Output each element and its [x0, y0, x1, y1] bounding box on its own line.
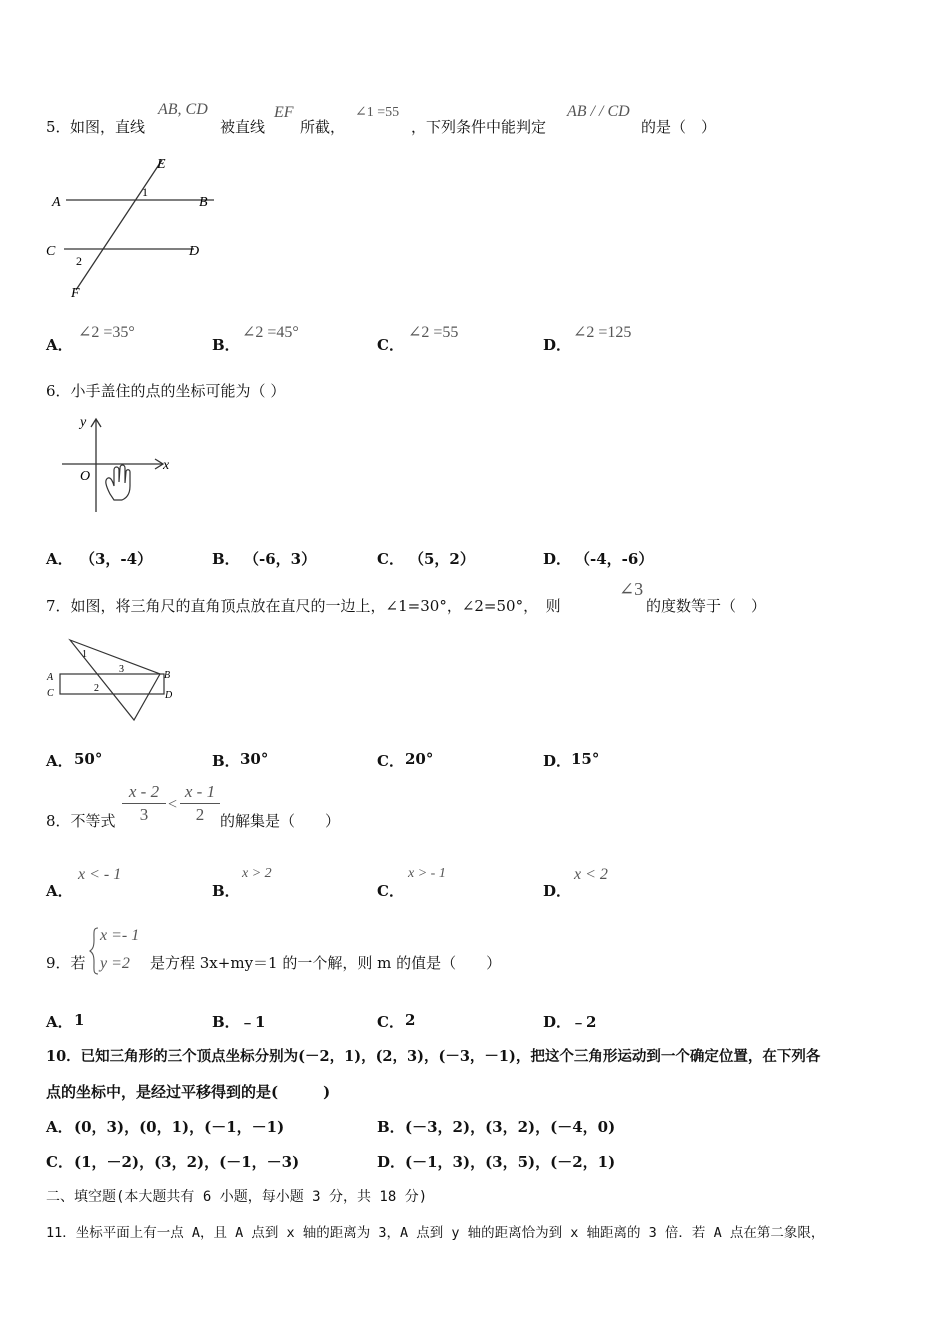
brace-icon: [88, 926, 100, 976]
q8-fraction-1-numerator: x - 2: [128, 782, 160, 801]
q7-option-d-label[interactable]: D．: [543, 752, 572, 770]
label-y: y: [80, 415, 87, 430]
q9-option-a-value[interactable]: 1: [74, 1011, 85, 1029]
label-b: B: [199, 195, 208, 210]
q7-option-a-label[interactable]: A．: [46, 752, 73, 770]
q6-option-b-label[interactable]: B．: [212, 550, 240, 568]
label-d: D: [165, 690, 173, 701]
q9-option-b-label[interactable]: B．: [212, 1013, 240, 1031]
label-f: F: [71, 286, 80, 301]
q5-option-d-label[interactable]: D．: [543, 336, 572, 354]
q6-option-d-label[interactable]: D．: [543, 550, 572, 568]
q10-option-a-label[interactable]: A．: [46, 1118, 73, 1136]
q10-option-c-value[interactable]: (1，－2)，(3，2)，(－1，－3): [74, 1153, 300, 1171]
q9-text-2: 是方程 3x+my＝1 的一个解，则 m 的值是（ ）: [150, 954, 502, 972]
q8-option-c-label[interactable]: C．: [377, 882, 404, 900]
fraction-bar: [122, 803, 166, 804]
q8-option-c-value[interactable]: x > - 1: [408, 866, 446, 881]
q10-option-d-label[interactable]: D．: [377, 1153, 406, 1171]
q7-option-d-value[interactable]: 15°: [571, 750, 600, 768]
q9-option-b-value[interactable]: ﹣1: [240, 1013, 266, 1031]
fraction-bar: [180, 803, 220, 804]
label-angle-2: 2: [76, 254, 82, 268]
q8-option-a-label[interactable]: A．: [46, 882, 73, 900]
q5-option-a-label[interactable]: A．: [46, 336, 73, 354]
q8-option-d-value[interactable]: x < 2: [574, 866, 608, 883]
q8-less-than: <: [168, 796, 178, 813]
q10-option-b-label[interactable]: B．: [377, 1118, 405, 1136]
q5-number: 5．: [46, 118, 71, 136]
q7-option-b-value[interactable]: 30°: [240, 750, 269, 768]
q6-option-d-value[interactable]: （-4，-6）: [575, 550, 654, 568]
q7-math-angle3: ∠3: [619, 579, 644, 599]
q10-option-c-label[interactable]: C．: [46, 1153, 73, 1171]
q5-option-c-label[interactable]: C．: [377, 336, 404, 354]
hand-icon: [106, 465, 130, 500]
q8-fraction-1: [122, 782, 166, 825]
q7-option-b-label[interactable]: B．: [212, 752, 240, 770]
q8-text-1: 8．不等式: [46, 812, 116, 830]
label-a: A: [52, 195, 61, 210]
section-2-heading: 二、填空题(本大题共有 6 小题，每小题 3 分，共 18 分): [46, 1189, 428, 1205]
label-e: E: [157, 157, 166, 172]
label-origin: O: [80, 469, 91, 484]
q9-option-d-value[interactable]: ﹣2: [571, 1013, 597, 1031]
q5-option-b-value[interactable]: ∠2 =45°: [242, 324, 299, 341]
q9-system-eq-2: y =2: [100, 955, 130, 972]
q8-fraction-1-denominator: 3: [139, 805, 149, 824]
q8-fraction-2: [180, 782, 220, 825]
q7-text-2: 的度数等于（ ）: [646, 597, 767, 615]
label-angle-1: 1: [82, 649, 87, 660]
label-d: D: [189, 244, 200, 259]
q5-figure: [44, 152, 219, 302]
q10-option-a-value[interactable]: (0，3)，(0，1)，(－1，－1): [74, 1118, 285, 1136]
q5-text-2: 被直线: [220, 118, 266, 136]
q8-fraction-2-numerator: x - 1: [184, 782, 216, 801]
q9-system-eq-1: x =- 1: [100, 927, 140, 944]
q6-option-c-label[interactable]: C．: [377, 550, 404, 568]
label-x: x: [163, 458, 170, 473]
q8-fraction-2-denominator: 2: [195, 805, 205, 824]
q7-figure: [44, 636, 184, 726]
q5-math-ef: EF: [274, 104, 294, 121]
q8-option-d-label[interactable]: D．: [543, 882, 572, 900]
question-11-text: 11．坐标平面上有一点 A，且 A 点到 x 轴的距离为 3，A 点到 y 轴的距离恰为到 x 轴距离的 3 倍．若 A 点在第二象限，: [46, 1225, 825, 1241]
q8-option-b-value[interactable]: x > 2: [242, 866, 272, 881]
q8-text-2: 的解集是（ ）: [220, 812, 341, 830]
q5-math-angle1: ∠1 =55: [355, 105, 400, 120]
label-c: C: [47, 688, 54, 699]
q8-option-a-value[interactable]: x < - 1: [78, 866, 122, 883]
q5-option-b-label[interactable]: B．: [212, 336, 240, 354]
q9-option-c-label[interactable]: C．: [377, 1013, 404, 1031]
label-angle-3: 3: [119, 664, 124, 675]
line-ef: [76, 160, 162, 290]
label-c: C: [46, 244, 56, 259]
label-angle-2: 2: [94, 683, 99, 694]
q5-option-a-value[interactable]: ∠2 =35°: [78, 324, 135, 341]
q5-option-d-value[interactable]: ∠2 =125: [573, 324, 632, 341]
q9-option-d-label[interactable]: D．: [543, 1013, 572, 1031]
q9-option-c-value[interactable]: 2: [405, 1011, 416, 1029]
ruler: [60, 674, 164, 694]
q10-option-d-value[interactable]: (－1，3)，(3，5)，(－2，1): [405, 1153, 616, 1171]
q7-option-a-value[interactable]: 50°: [74, 750, 103, 768]
label-angle-1: 1: [142, 185, 148, 199]
q5-text-5: 的是（ ）: [641, 118, 717, 136]
q10-line-2: 点的坐标中，是经过平移得到的是( ): [46, 1083, 331, 1101]
label-b: B: [164, 670, 171, 681]
q7-option-c-label[interactable]: C．: [377, 752, 404, 770]
q5-text-1: 如图，直线: [70, 118, 146, 136]
q6-text: 6．小手盖住的点的坐标可能为（ ）: [46, 382, 286, 400]
q6-option-c-value[interactable]: （5，2）: [409, 550, 475, 568]
q5-option-c-value[interactable]: ∠2 =55: [408, 324, 459, 341]
q6-option-b-value[interactable]: （-6，3）: [244, 550, 317, 568]
q6-option-a-value[interactable]: （3，-4）: [80, 550, 153, 568]
q5-text-3: 所截，: [300, 118, 346, 136]
q10-option-b-value[interactable]: (－3，2)，(3，2)，(－4，0): [405, 1118, 616, 1136]
q5-text-4: ，下列条件中能判定: [411, 118, 547, 136]
label-a: A: [47, 672, 54, 683]
q10-line-1: 10．已知三角形的三个顶点坐标分别为(－2，1)，(2，3)，(－3，－1)，把这个三角形运动到一个确定位置，在下列各: [46, 1048, 821, 1065]
q5-math-parallel: AB / / CD: [567, 103, 630, 120]
q9-text-1: 9．若: [46, 954, 86, 972]
q5-math-lines: AB, CD: [158, 101, 208, 118]
q8-option-b-label[interactable]: B．: [212, 882, 240, 900]
q6-option-a-label[interactable]: A．: [46, 550, 73, 568]
q7-option-c-value[interactable]: 20°: [405, 750, 434, 768]
q7-text-1: 7．如图，将三角尺的直角顶点放在直尺的一边上，∠1=30°，∠2=50°， 则: [46, 597, 561, 615]
q6-figure: [58, 412, 178, 517]
q9-option-a-label[interactable]: A．: [46, 1013, 73, 1031]
